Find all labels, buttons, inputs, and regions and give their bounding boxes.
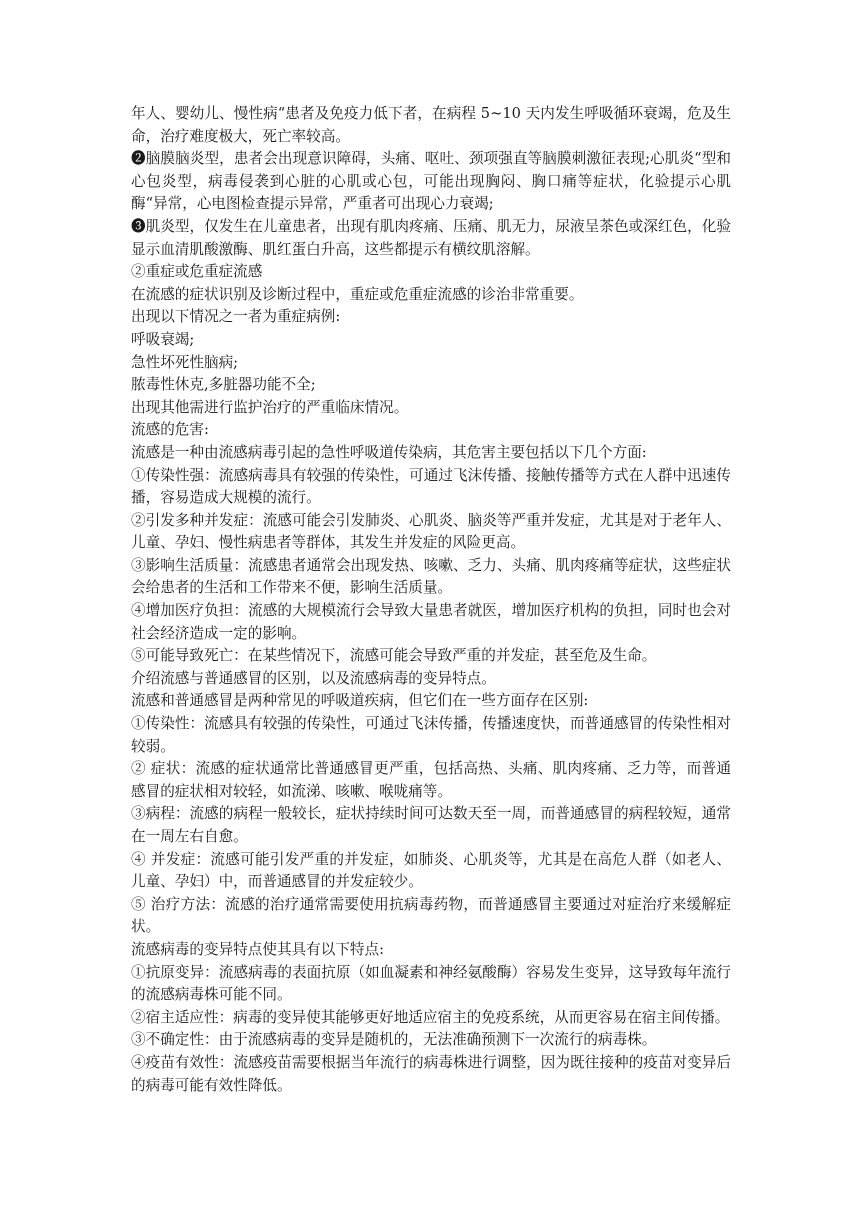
paragraph-severe-criteria: 出现以下情况之一者为重症病例: <box>131 308 341 326</box>
paragraph-harm-intro: 流感是一种由流感病毒引起的急性呼吸道传染病，其危害主要包括以下几个方面: <box>131 443 647 461</box>
list-item-difference: ④ 并发症：流感可能引发严重的并发症，如肺炎、心肌炎等，尤其是在高危人群（如老人、儿童、孕妇）中，而普通感冒的并发症较少。 <box>131 850 731 891</box>
paragraph-myositis: ❸肌炎型，仅发生在儿童患者，出现有肌肉疼痛、压痛、肌无力，尿液呈茶色或深红色，化验显示血清肌酸激酶、肌红蛋白升高，这些都提示有横纹肌溶解。 <box>131 217 731 258</box>
heading-virus-variation: 流感病毒的变异特点使其具有以下特点: <box>131 940 385 958</box>
list-item-harm: ⑤可能导致死亡：在某些情况下，流感可能会导致严重的并发症，甚至危及生命。 <box>131 647 657 665</box>
list-item-criteria: 呼吸衰竭; <box>131 330 195 348</box>
list-item-variation: ①抗原变异：流感病毒的表面抗原（如血凝素和神经氨酸酶）容易发生变异，这导致每年流行的流感病毒株可能不同。 <box>131 963 731 1004</box>
list-item-harm: ③影响生活质量：流感患者通常会出现发热、咳嗽、乏力、头痛、肌肉疼痛等症状，这些症状会给患者的生活和工作带来不便，影响生活质量。 <box>131 556 731 597</box>
list-item-harm: ②引发多种并发症：流感可能会引发肺炎、心肌炎、脑炎等严重并发症，尤其是对于老年人、儿童、孕妇、慢性病患者等群体，其发生并发症的风险更高。 <box>131 511 731 552</box>
heading-flu-vs-cold: 介绍流感与普通感冒的区别，以及流感病毒的变异特点。 <box>131 669 496 687</box>
list-item-variation: ④疫苗有效性：流感疫苗需要根据当年流行的病毒株进行调整，因为既往接种的疫苗对变异后的病毒可能有效性降低。 <box>131 1053 731 1094</box>
paragraph-severe-intro: 在流感的症状识别及诊断过程中，重症或危重症流感的诊治非常重要。 <box>131 285 584 303</box>
heading-severe-flu: ②重症或危重症流感 <box>131 263 263 281</box>
list-item-difference: ② 症状：流感的症状通常比普通感冒更严重，包括高热、头痛、肌肉疼痛、乏力等，而普通感冒的症状相对较轻，如流涕、咳嗽、喉咙痛等。 <box>131 760 731 800</box>
list-item-harm: ④增加医疗负担：流感的大规模流行会导致大量患者就医，增加医疗机构的负担，同时也会对社会经济造成一定的影响。 <box>131 602 731 642</box>
heading-flu-harm: 流感的危害: <box>131 421 209 439</box>
document-body <box>131 103 731 1097</box>
list-item-variation: ②宿主适应性：病毒的变异使其能够更好地适应宿主的免疫系统，从而更容易在宿主间传播。 <box>131 1008 730 1026</box>
list-item-difference: ①传染性：流感具有较强的传染性，可通过飞沫传播，传播速度快，而普通感冒的传染性相对较弱。 <box>131 715 731 755</box>
paragraph-difference-intro: 流感和普通感冒是两种常见的呼吸道疾病，但它们在一些方面存在区别: <box>131 692 589 710</box>
list-item-variation: ③不确定性：由于流感病毒的变异是随机的，无法准确预测下一次流行的病毒株。 <box>131 1031 657 1049</box>
list-item-criteria: 出现其他需进行监护治疗的严重临床情况。 <box>131 398 409 416</box>
list-item-difference: ⑤ 治疗方法：流感的治疗通常需要使用抗病毒药物，而普通感冒主要通过对症治疗来缓解症状。 <box>131 895 731 936</box>
paragraph-meningoencephalitis: ❷脑膜脑炎型，患者会出现意识障碍，头痛、呕吐、颈项强直等脑膜刺激征表现;心肌炎“型和心包炎型，病毒侵袭到心脏的心肌或心包，可能出现胸闷、胸口痛等症状，化验提示心肌酶“异常，心电图检查提示异常，严重者可出现心力衰竭; <box>131 150 731 213</box>
list-item-harm: ①传染性强：流感病毒具有较强的传染性，可通过飞沫传播、接触传播等方式在人群中迅速传播，容易造成大规模的流行。 <box>131 466 731 507</box>
list-item-criteria: 急性坏死性脑病; <box>131 353 239 371</box>
list-item-difference: ③病程：流感的病程一般较长，症状持续时间可达数天至一周，而普通感冒的病程较短，通常在一周左右自愈。 <box>131 805 731 845</box>
paragraph-severe-outcome: 年人、婴幼儿、慢性病“患者及免疫力低下者，在病程 5~10 天内发生呼吸循环衰竭，危及生命，治疗难度极大，死亡率较高。 <box>131 105 731 145</box>
list-item-criteria: 脓毒性休克,多脏器功能不全; <box>131 376 316 394</box>
